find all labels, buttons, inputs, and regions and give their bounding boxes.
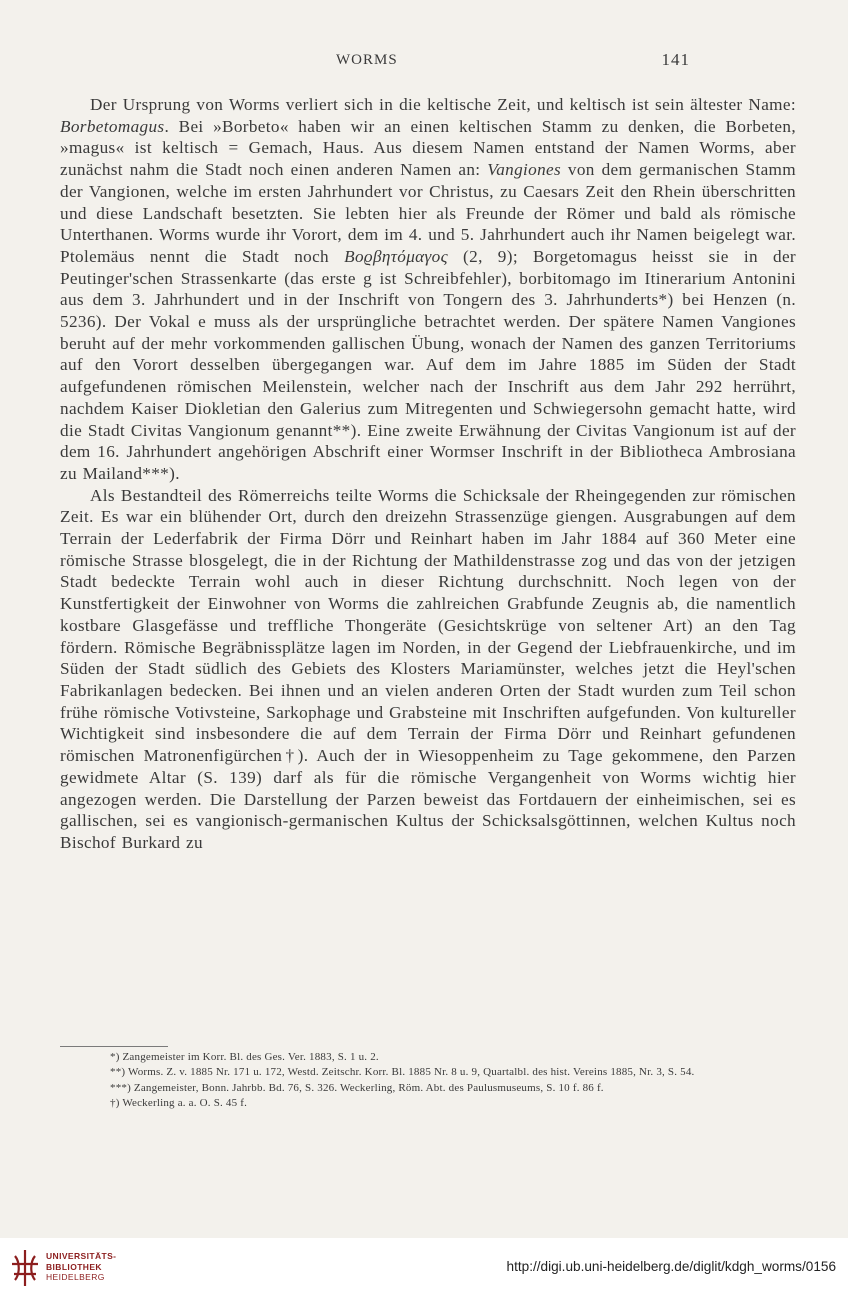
italic-term: Vangiones bbox=[487, 160, 562, 180]
library-name-line: BIBLIOTHEK bbox=[46, 1261, 102, 1272]
italic-term: Borbetomagus bbox=[60, 116, 165, 136]
text-run: . Bei »Borbeto« haben wir an einen keltischen Stamm zu denken, die Borbeten, »magus« ist keltisch = Gemach, Haus. Aus diesem Namen entstand der Namen Worms, aber zunächst nahm die Stadt noch einen anderen Namen an: bbox=[60, 116, 796, 180]
body-text bbox=[60, 94, 796, 854]
italic-term: Βοϱβητόμαγος bbox=[344, 246, 448, 266]
text-run: Als Bestandteil des Römerreichs teilte Worms die Schicksale der Rheingegenden zur römischen Zeit. Es war ein blühender Ort, durch den dreizehn Strassenzüge giengen. Ausgrabungen auf dem Terrain der Lederfabrik der Firma Dörr und Reinhart haben im Jahr 1884 auf 360 Meter eine römische Strasse blosgelegt, die in der Richtung der Mathildenstrasse zog und das von der jetzigen Stadt bedeckte Terrain wohl auch in dieser Richtung durchschnitt. Noch legen von der Kunstfertigkeit der Einwohner von Worms die zahlreichen Grabfunde Zeugnis ab, die namentlich kostbare Glasgefässe und treffliche Thongeräte (Gesichtskrüge von seltener Art) an den Tag fördern. Römische Begräbnissplätze lagen im Norden, in der Gegend der Liebfrauenkirche, und im Süden der Stadt südlich des Gebiets des Klosters Mariamünster, welches jetzt die Heyl'schen Fabrikanlagen bedecken. Bei ihnen und an vielen anderen Orten der Stadt wurden zum Teil schon frühe römische Votivsteine, Sarkophage und Grabsteine mit Inschriften aufgefunden. Von kultureller Wichtigkeit sind insbesondere die auf dem Terrain der Firma Dörr und Reinhart gefundenen römischen Matronenfigürchen†). Auch der in Wiesoppenheim zu Tage gekommene, den Parzen gewidmete Altar (S. 139) darf als für die römische Vergangenheit von Worms wichtig hier angezogen werden. Die Darstellung der Parzen beweist das Fortdauern der einheimischen, sei es gallischen, sei es vangionisch-germanischen Kultus der Schicksalsgöttinnen, welchen Kultus noch Bischof Burkard zu bbox=[60, 485, 796, 852]
footnote: ***) Zangemeister, Bonn. Jahrbb. Bd. 76, S. 326. Weckerling, Röm. Abt. des Paulusmuseums, S. 10 f. 86 f. bbox=[110, 1081, 604, 1094]
university-library-logo-icon[interactable] bbox=[10, 1248, 40, 1288]
text-run: von dem germanischen Stamm der Vangionen, welche im ersten Jahrhundert vor Christus, zu Caesars Zeit den Rhein überschritten und diese Landschaft besetzten. Sie lebten hier als Freunde der Römer und bald als römische Unterthanen. Worms wurde ihr Vorort, dem im 4. und 5. Jahrhundert auch ihr Namen beigelegt war. Ptolemäus nennt die Stadt noch bbox=[60, 160, 796, 266]
text-run: (2, 9); Borgetomagus heisst sie in der Peutinger'schen Strassenkarte (das erste g ist Schreibfehler), borbitomago im Itinerarium Antonini aus dem 3. Jahrhundert und in der Inschrift von Tongern des 3. Jahrhunderts*) bei Henzen (n. 5236). Der Vokal e muss als der ursprüngliche betrachtet werden. Der spätere Namen Vangiones beruht auf der mehr vorkommenden gallischen Übung, wonach der Namen des ganzen Territoriums auf den Vorort desselben übergegangen war. Auf dem im Jahre 1885 im Süden der Stadt aufgefundenen römischen Meilenstein, welcher nach der Inschrift aus dem Jahr 292 herrührt, nachdem Kaiser Diokletian den Galerius zum Mitregenten und Schwiegersohn gemacht hatte, wird die Stadt Civitas Vangionum genannt**). Eine zweite Erwähnung der Civitas Vangionum ist auf der dem 16. Jahrhundert angehörigen Abschrift einer Wormser Inschrift in der Bibliotheca Ambrosiana zu Mailand***). bbox=[60, 246, 796, 483]
running-title: WORMS bbox=[336, 52, 398, 68]
library-footer-bar bbox=[0, 1238, 848, 1298]
footnote: **) Worms. Z. v. 1885 Nr. 171 u. 172, Westd. Zeitschr. Korr. Bl. 1885 Nr. 8 u. 9, Quartalbl. des hist. Vereins 1885, Nr. 3, S. 54. bbox=[110, 1066, 695, 1079]
running-header bbox=[0, 50, 848, 74]
footnote-divider bbox=[60, 1046, 168, 1047]
library-name-line: UNIVERSITÄTS- bbox=[46, 1251, 117, 1261]
footnote: †) Weckerling a. a. O. S. 45 f. bbox=[110, 1096, 248, 1109]
footnotes bbox=[60, 1050, 796, 1111]
page-number: 141 bbox=[661, 50, 690, 69]
library-name-line: HEIDELBERG bbox=[46, 1272, 105, 1282]
body-paragraph bbox=[60, 94, 796, 485]
library-name bbox=[46, 1251, 116, 1283]
body-paragraph bbox=[60, 485, 796, 854]
text-run: Der Ursprung von Worms verliert sich in die keltische Zeit, und keltisch ist sein ältester Name: bbox=[90, 95, 796, 114]
permalink-url[interactable]: http://digi.ub.uni-heidelberg.de/diglit/kdgh_worms/0156 bbox=[506, 1259, 836, 1274]
footnote: *) Zangemeister im Korr. Bl. des Ges. Ver. 1883, S. 1 u. 2. bbox=[110, 1051, 379, 1063]
